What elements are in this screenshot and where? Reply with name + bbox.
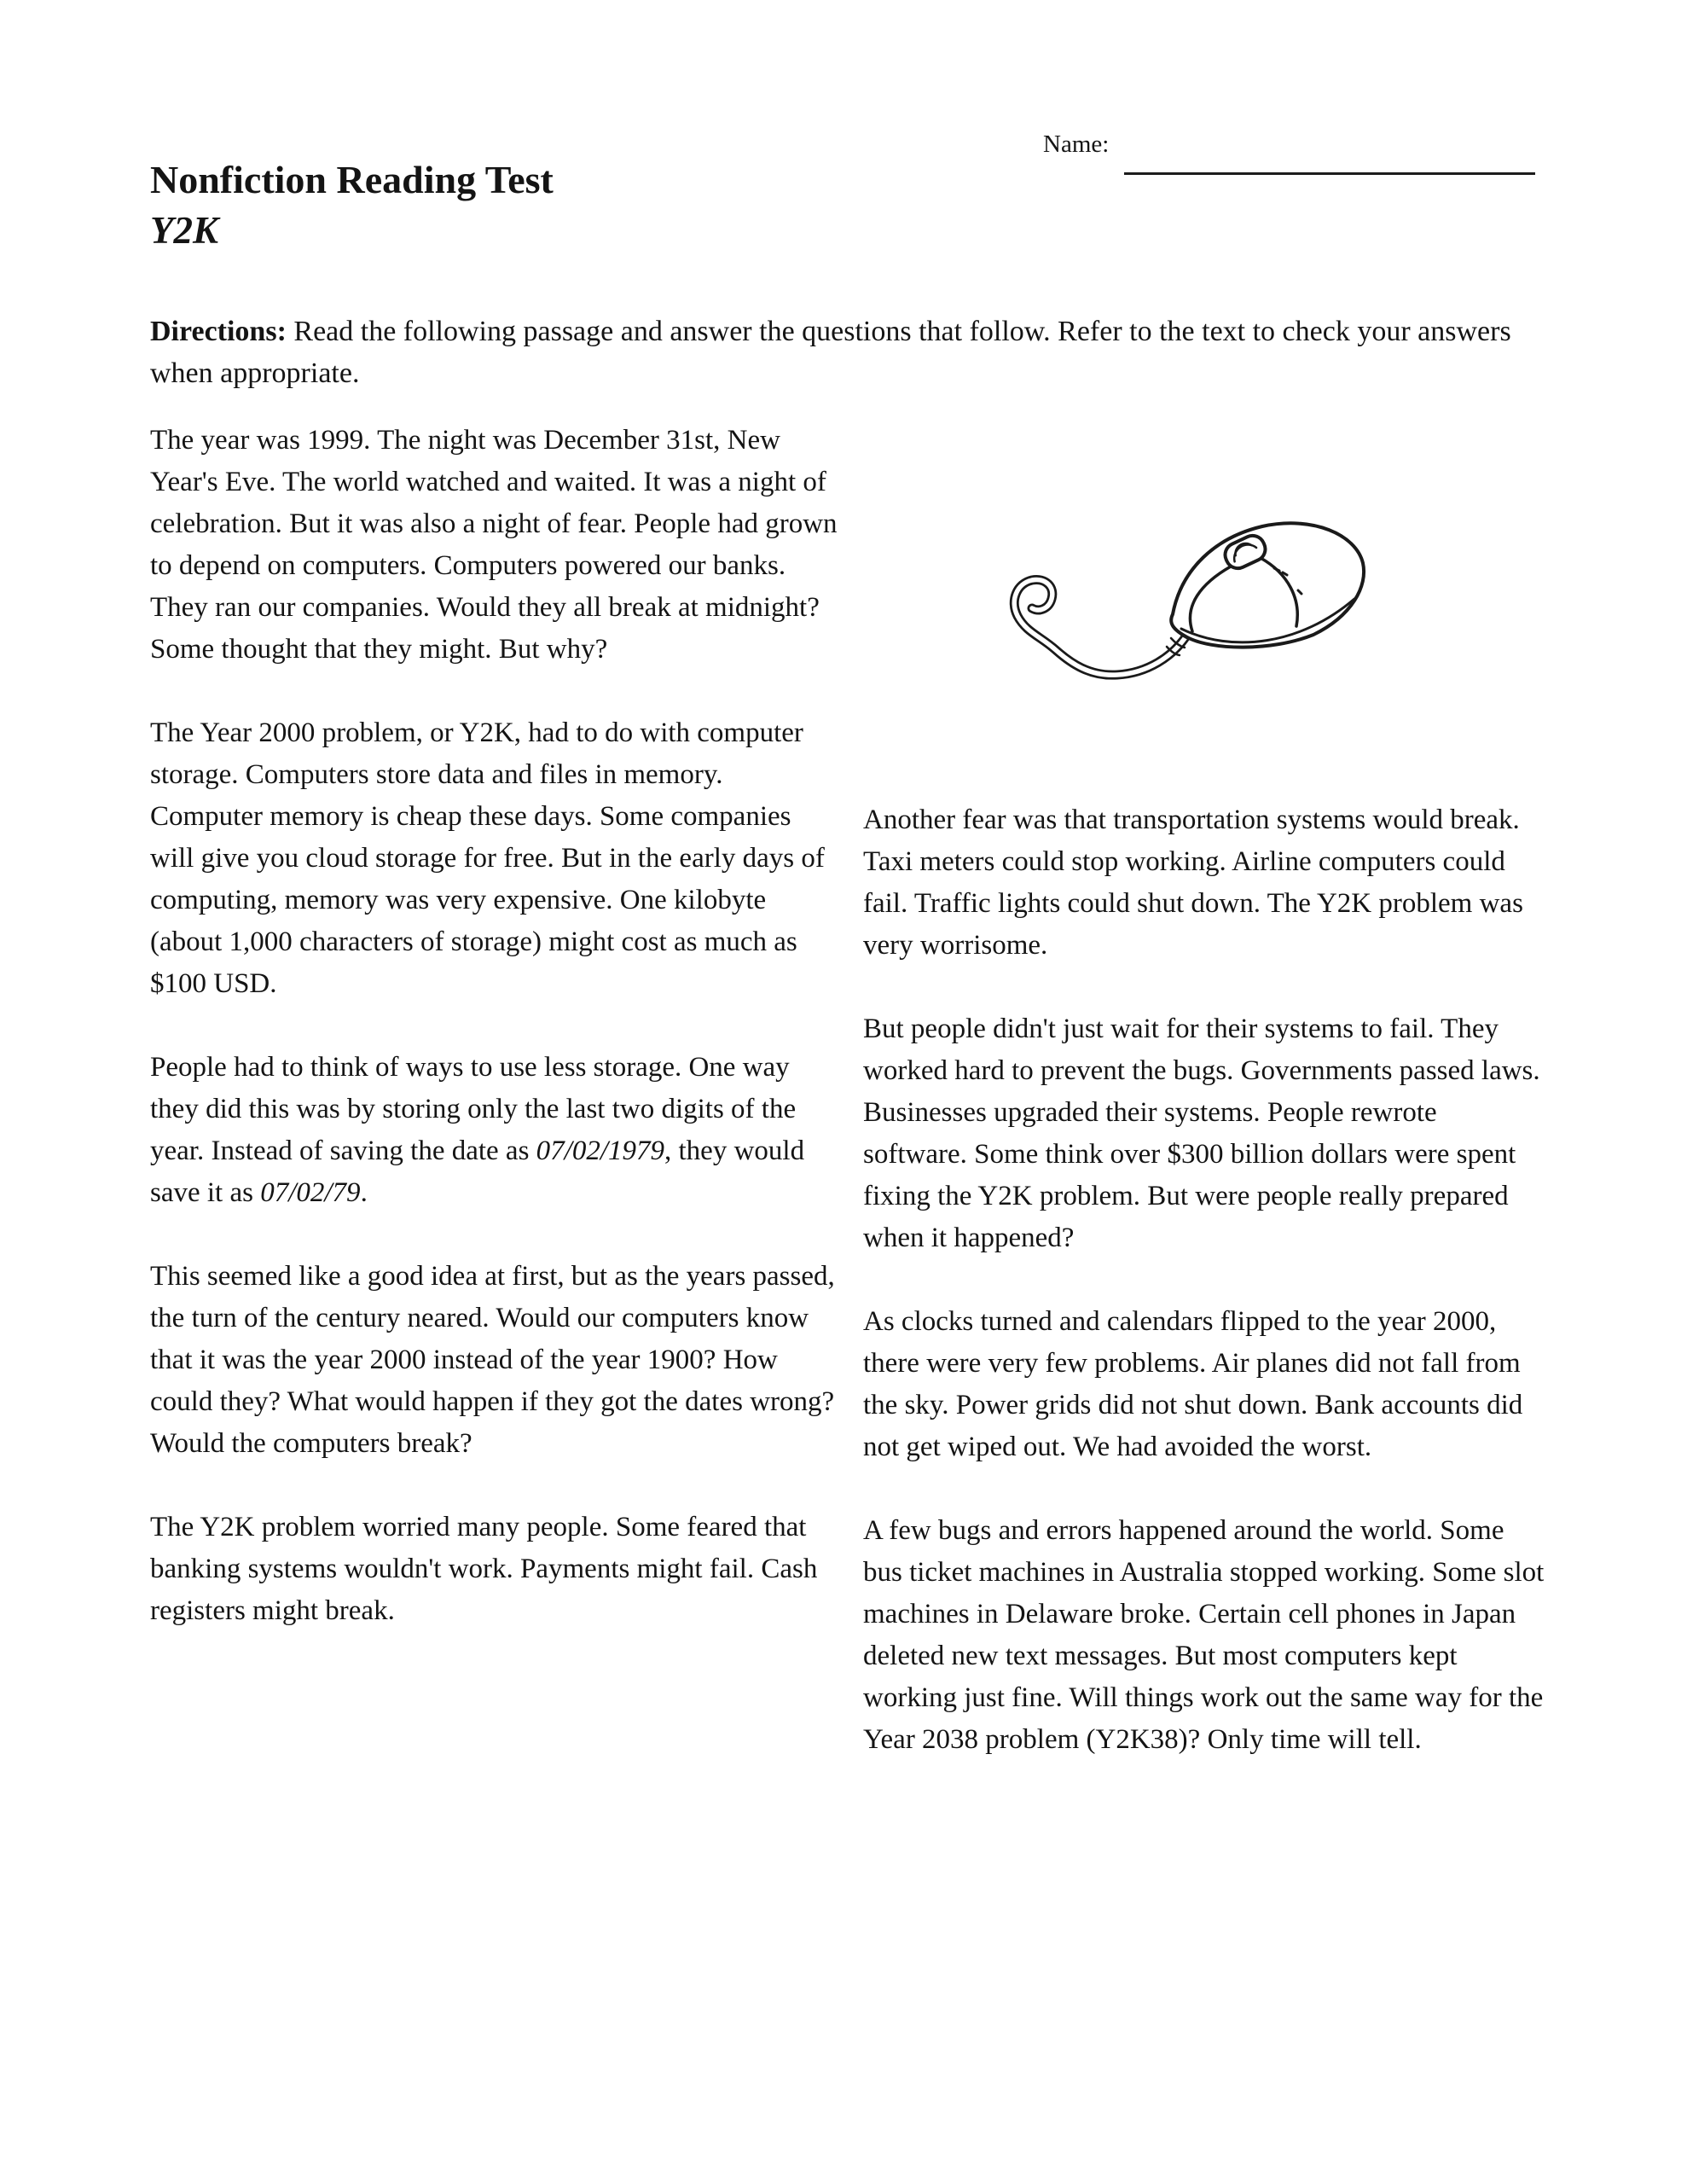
- directions-text: Read the following passage and answer the questions that follow. Refer to the text to check your answers when appropriate.: [150, 316, 1511, 389]
- computer-mouse-icon: [989, 505, 1390, 706]
- paragraph-left-1: The year was 1999. The night was December 31st, New Year's Eve. The world watched and waited. It was a night of celebration. But it was also a night of fear. People had grown to depend on computers. Computers powered our banks. They ran our companies. Would they all break at midnight? Some thought that they might. But why?: [150, 425, 838, 665]
- paragraph-left-3-text: People had to think of ways to use less storage. One way they did this was by storing only the last two digits of the year. Instead of saving the date as: [150, 1052, 797, 1166]
- passage-left-column: [150, 420, 839, 1674]
- paragraph-left-5: The Y2K problem worried many people. Some feared that banking systems wouldn't work. Payments might fail. Cash registers might break.: [150, 1512, 818, 1626]
- paragraph-left-2: The Year 2000 problem, or Y2K, had to do with computer storage. Computers store data and files in memory. Computer memory is cheap these days. Some companies will give you cloud storage for free. But in the early days of computing, memory was very expensive. One kilobyte (about 1,000 characters of storage) might cost as much as $100 USD.: [150, 717, 825, 999]
- paragraph-left-3: [150, 1047, 839, 1214]
- name-field: [1043, 131, 1109, 159]
- date-example-italic: 07/02/79: [260, 1177, 361, 1208]
- page-title: Nonfiction Reading Test: [150, 158, 554, 201]
- passage-right-column: [863, 799, 1545, 1803]
- page-subtitle: Y2K: [150, 209, 219, 252]
- paragraph-right-2: But people didn't just wait for their systems to fail. They worked hard to prevent the bugs. Governments passed laws. Businesses upgraded their systems. People rewrote software. Some think over $300 billion dollars were spent fixing the Y2K problem. But were people really prepared when it happened?: [863, 1014, 1540, 1253]
- paragraph-right-3: As clocks turned and calendars flipped to the year 2000, there were very few problems. Air planes did not fall from the sky. Power grids did not shut down. Bank accounts did not get wiped out. We had avoided the worst.: [863, 1306, 1523, 1462]
- paragraph-left-4: This seemed like a good idea at first, but as the years passed, the turn of the century neared. Would our computers know that it was the year 2000 instead of the year 1900? How could they? What would happen if they got the dates wrong? Would the computers break?: [150, 1261, 835, 1459]
- date-example-italic: 07/02/1979: [536, 1136, 665, 1166]
- paragraph-right-1: Another fear was that transportation systems would break. Taxi meters could stop working. Airline computers could fail. Traffic lights could shut down. The Y2K problem was very worrisome.: [863, 804, 1523, 961]
- directions-label: Directions:: [150, 316, 287, 347]
- name-input-line[interactable]: [1124, 143, 1535, 175]
- directions: [150, 311, 1557, 394]
- name-label: Name:: [1043, 131, 1110, 158]
- paragraph-left-3-text: .: [360, 1177, 368, 1208]
- computer-mouse-illustration: [989, 505, 1390, 706]
- paragraph-right-4: A few bugs and errors happened around the world. Some bus ticket machines in Australia stopped working. Some slot machines in Delaware broke. Certain cell phones in Japan deleted new text messages. But most computers kept working just fine. Will things work out the same way for the Year 2038 problem (Y2K38)? Only time will tell.: [863, 1515, 1545, 1755]
- paragraph-left-3-text: , they would save it as: [150, 1136, 805, 1208]
